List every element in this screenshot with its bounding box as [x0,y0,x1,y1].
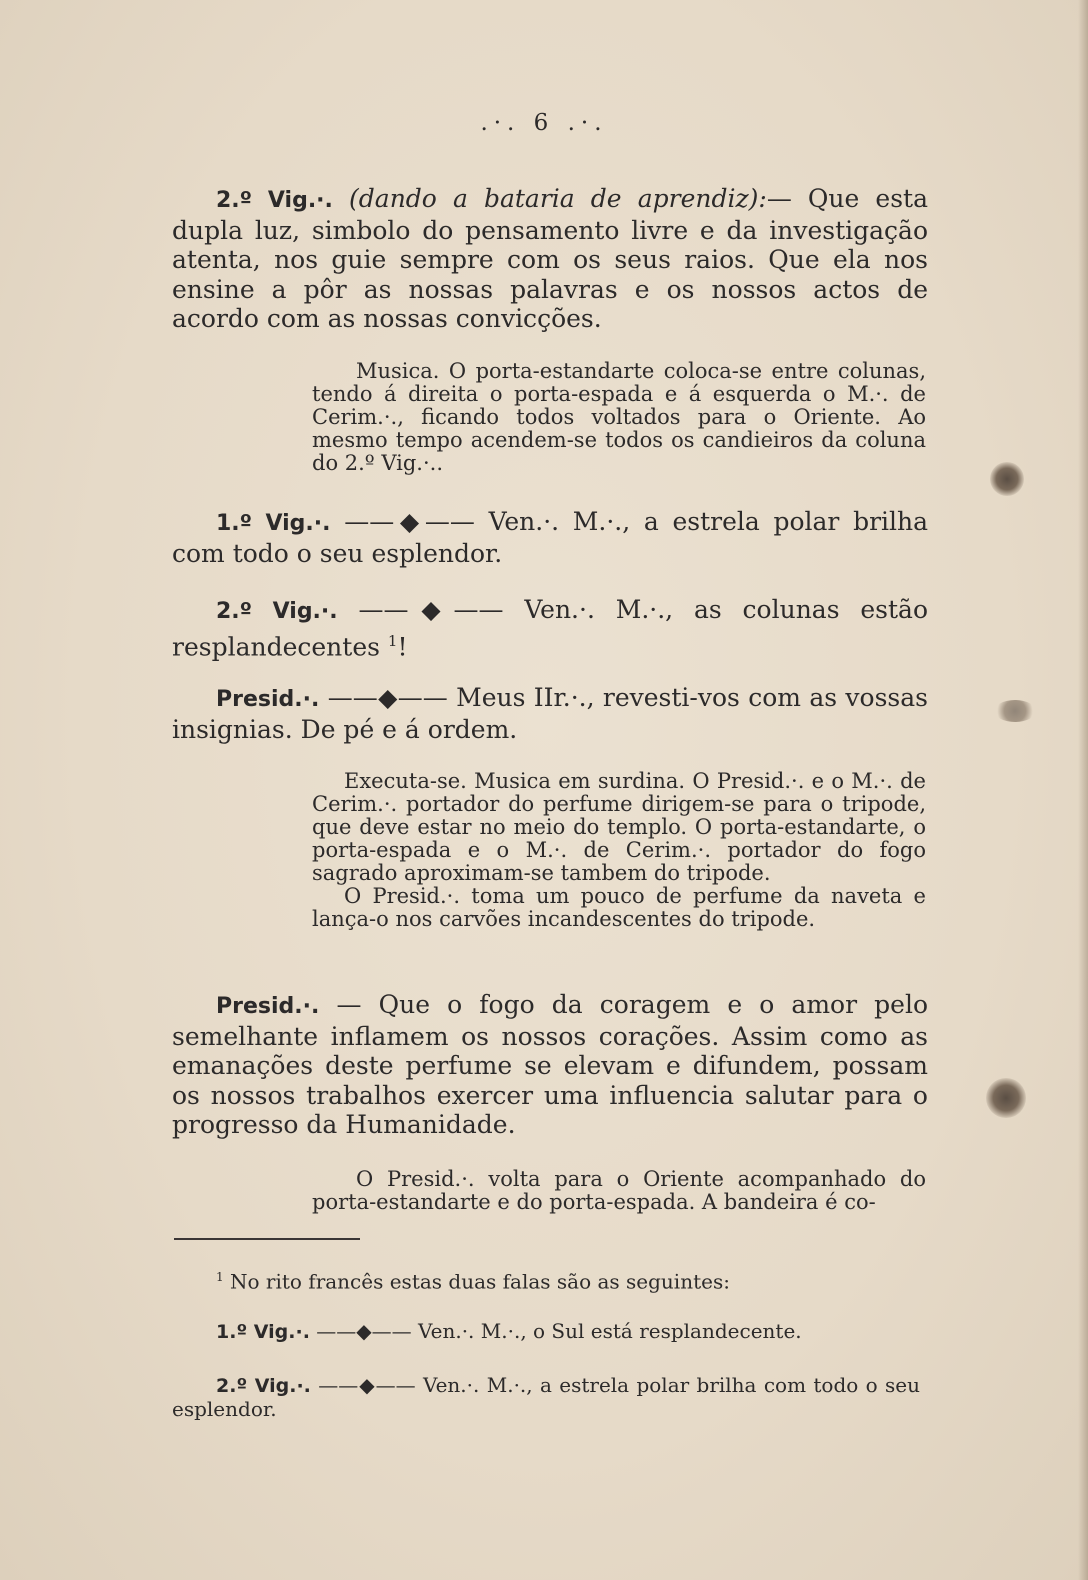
stage-direction-3: O Presid.·. volta para o Oriente acompanhado do porta-estandarte e do porta-espada. A bandeira é co- [312,1167,926,1214]
stage-direction-1: Musica. O porta-estandarte coloca-se entre colunas, tendo á direita o porta-espada e á esquerda o M.·. de Cerim.·., ficando todos voltados para o Oriente. Ao mesmo tempo acendem-se todos os candieiros da coluna do 2.º Vig.·.. [312,359,926,475]
binding-hole-mark [994,700,1036,722]
footnote-mark: 1 [216,1270,224,1284]
ornamental-separator: ——◆—— [318,1373,416,1397]
stage-direction-text: O Presid.·. toma um pouco de perfume da naveta e lança-o nos carvões incandescentes do tripode. [312,884,926,931]
footnote-line-2 [172,1374,920,1421]
speech-paragraph-3 [172,595,928,661]
speech-text: Meus IIr.·., revesti-vos com as vossas insignias. De pé e á ordem. [172,683,928,744]
page-number: .·. 6 .·. [480,110,608,136]
speech-paragraph-2 [172,507,928,568]
ornamental-separator: ——◆—— [316,1319,412,1343]
speech-text: Ven.·. M.·., a estrela polar brilha com todo o seu esplendor. [172,507,929,568]
binding-hole-mark [990,462,1024,496]
footnote-reference: 1 [387,631,398,650]
speaker-label: 2.º Vig.·. [216,599,338,624]
stage-direction-text: Executa-se. Musica em surdina. O Presid.·. e o M.·. de Cerim.·. portador do perfume dirigem-se para o tripode, que deve estar no meio do templo. O porta-estandarte, o porta-espada e o M.·. de Cerim.·. portador do fogo sagrado aproximam-se tambem do tripode. [312,769,926,885]
stage-direction-2 [312,770,926,931]
ornamental-separator: ——◆—— [327,683,448,712]
stage-direction-inline: (dando a bataria de aprendiz): [349,184,767,213]
speech-text: — Que o fogo da coragem e o amor pelo semelhante inflamem os nossos corações. Assim como as emanações deste perfume se elevam e difundem, possam os nossos trabalhos exercer uma influencia salutar para o progresso da Humanidade. [172,990,928,1139]
speaker-label: 1.º Vig.·. [216,1321,310,1343]
speech-paragraph-1 [172,184,928,334]
page-edge-shadow [1078,0,1088,1580]
footnote-text: No rito francês estas duas falas são as seguintes: [230,1269,730,1294]
ornamental-separator: ——◆—— [344,507,475,536]
speech-paragraph-4 [172,683,928,744]
speaker-label: 1.º Vig.·. [216,511,331,536]
footnote-line-1 [172,1320,920,1344]
speech-text: Ven.·. M.·., as colunas estão resplandecentes [172,595,929,661]
speaker-label: 2.º Vig.·. [216,1375,311,1397]
speech-paragraph-5 [172,990,928,1140]
footnote-intro [172,1266,920,1294]
binding-hole-mark [986,1078,1026,1118]
footnote-text: Ven.·. M.·., o Sul está resplandecente. [418,1319,802,1343]
speaker-label: 2.º Vig.·. [216,188,333,213]
speaker-label: Presid.·. [216,687,320,712]
footnote-text: Ven.·. M.·., a estrela polar brilha com todo o seu esplendor. [172,1373,921,1421]
speech-text: — Que esta dupla luz, simbolo do pensamento livre e da investigação atenta, nos guie sempre com os seus raios. Que ela nos ensine a pôr as nossas palavras e os nossos actos de acordo com as nossas convicções. [172,184,929,333]
ornamental-separator: ——◆—— [358,595,504,624]
speaker-label: Presid.·. [216,994,320,1019]
footnote-rule [174,1238,360,1240]
speech-text-tail: ! [397,631,408,661]
